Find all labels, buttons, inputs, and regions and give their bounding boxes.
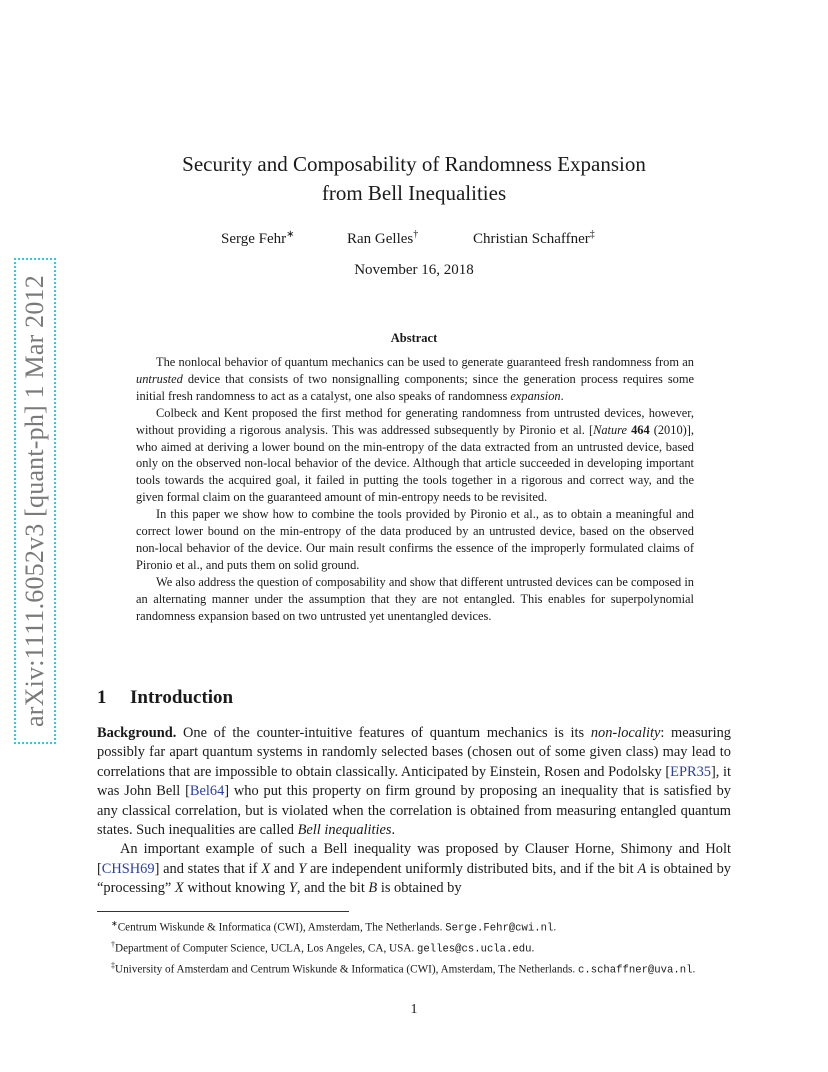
- page-number: 1: [410, 1002, 418, 1017]
- abstract-heading: Abstract: [390, 331, 438, 345]
- author-fehr: Serge Fehr∗: [221, 229, 295, 247]
- body-text: [97, 724, 731, 899]
- email-address[interactable]: gelles@cs.ucla.edu: [417, 943, 532, 956]
- author-schaffner: Christian Schaffner‡: [473, 229, 595, 247]
- footnote: ‡University of Amsterdam and Centrum Wiskunde & Informatica (CWI), Amsterdam, The Netherlands. c.schaffner@uva.nl.: [111, 961, 696, 978]
- abstract-paragraph: In this paper we show how to combine the tools provided by Pironio et al., as to obtain a meaningful and correct lower bound on the min-entropy of the data produced by an untrusted device, based on the observed non-local behavior of the device. Our main result confirms the essence of the improperly formulated claims of Pironio et al., and puts them on solid ground.: [136, 507, 694, 572]
- title-line-1: Security and Composability of Randomness Expansion: [182, 152, 646, 176]
- section-number: 1: [97, 687, 107, 708]
- footnote-rule: [97, 911, 349, 912]
- author-gelles: Ran Gelles†: [347, 229, 419, 247]
- title-line-2: from Bell Inequalities: [321, 181, 507, 205]
- abstract-paragraph: We also address the question of composability and show that different untrusted devices can be composed in an alternating manner under the assumption that they are not entangled. This enables for superpolynomial randomness expansion based on two untrusted yet unentangled devices.: [136, 574, 694, 623]
- footnote: ∗Centrum Wiskunde & Informatica (CWI), Amsterdam, The Netherlands. Serge.Fehr@cwi.nl.: [111, 919, 557, 935]
- citation-link[interactable]: Bel64: [189, 783, 225, 800]
- footnote-mark[interactable]: †: [413, 229, 419, 240]
- section-heading: [97, 687, 233, 709]
- body-paragraph: Background. One of the counter-intuitive features of quantum mechanics is its non-locality: measuring possibly far apart quantum systems in randomly selected bases (chosen out of some given class) may lead to correlations that are impossible to obtain classically. Anticipated by Einstein, Rosen and Podolsky [EPR35], it was John Bell [Bel64] who put this property on firm ground by proposing an inequality that is satisfied by any classical correlation, but is violated when the correlation is obtained from measuring entangled quantum states. Such inequalities are called Bell inequalities.: [97, 725, 731, 839]
- email-address[interactable]: Serge.Fehr@cwi.nl: [445, 922, 554, 935]
- body-paragraph: An important example of such a Bell inequality was proposed by Clauser Horne, Shimony and Holt [CHSH69] and states that if X and Y are independent uniformly distributed bits, and if the bit A is obtained by “processing” X without knowing Y, and the bit B is obtained by: [97, 841, 731, 897]
- paper-date: November 16, 2018: [354, 262, 474, 278]
- footnote-mark[interactable]: ‡: [589, 229, 595, 240]
- citation-link[interactable]: EPR35: [670, 763, 711, 780]
- citation-link[interactable]: CHSH69: [101, 860, 155, 877]
- paper-title: [0, 150, 828, 208]
- footnote: †Department of Computer Science, UCLA, Los Angeles, CA, USA. gelles@cs.ucla.edu.: [111, 940, 535, 956]
- arxiv-identifier[interactable]: arXiv:1111.6052v3 [quant-ph] 1 Mar 2012: [20, 275, 49, 727]
- abstract-body: [136, 354, 694, 625]
- email-address[interactable]: c.schaffner@uva.nl: [578, 965, 693, 978]
- footnotes: [97, 916, 731, 979]
- footnote-mark[interactable]: ∗: [286, 229, 295, 240]
- abstract-paragraph: Colbeck and Kent proposed the first method for generating randomness from untrusted devices, however, without providing a rigorous analysis. This was addressed subsequently by Pironio et al. [Nature 464 (2010)], who aimed at deriving a lower bound on the min-entropy of the data extracted from an untrusted device, based only on the observed non-local behavior of the device. Although that article succeeded in developing important tools towards the acquired goal, it failed in putting the tools together in a rigorous and correct way, and the given formal claim on the guaranteed amount of min-entropy needs to be revisited.: [136, 405, 694, 505]
- section-title: Introduction: [130, 687, 234, 708]
- abstract-paragraph: The nonlocal behavior of quantum mechanics can be used to generate guaranteed fresh randomness from an untrusted device that consists of two nonsignalling components; since the generation process requires some initial fresh randomness to act as a catalyst, one also speaks of randomness expansion.: [136, 355, 694, 403]
